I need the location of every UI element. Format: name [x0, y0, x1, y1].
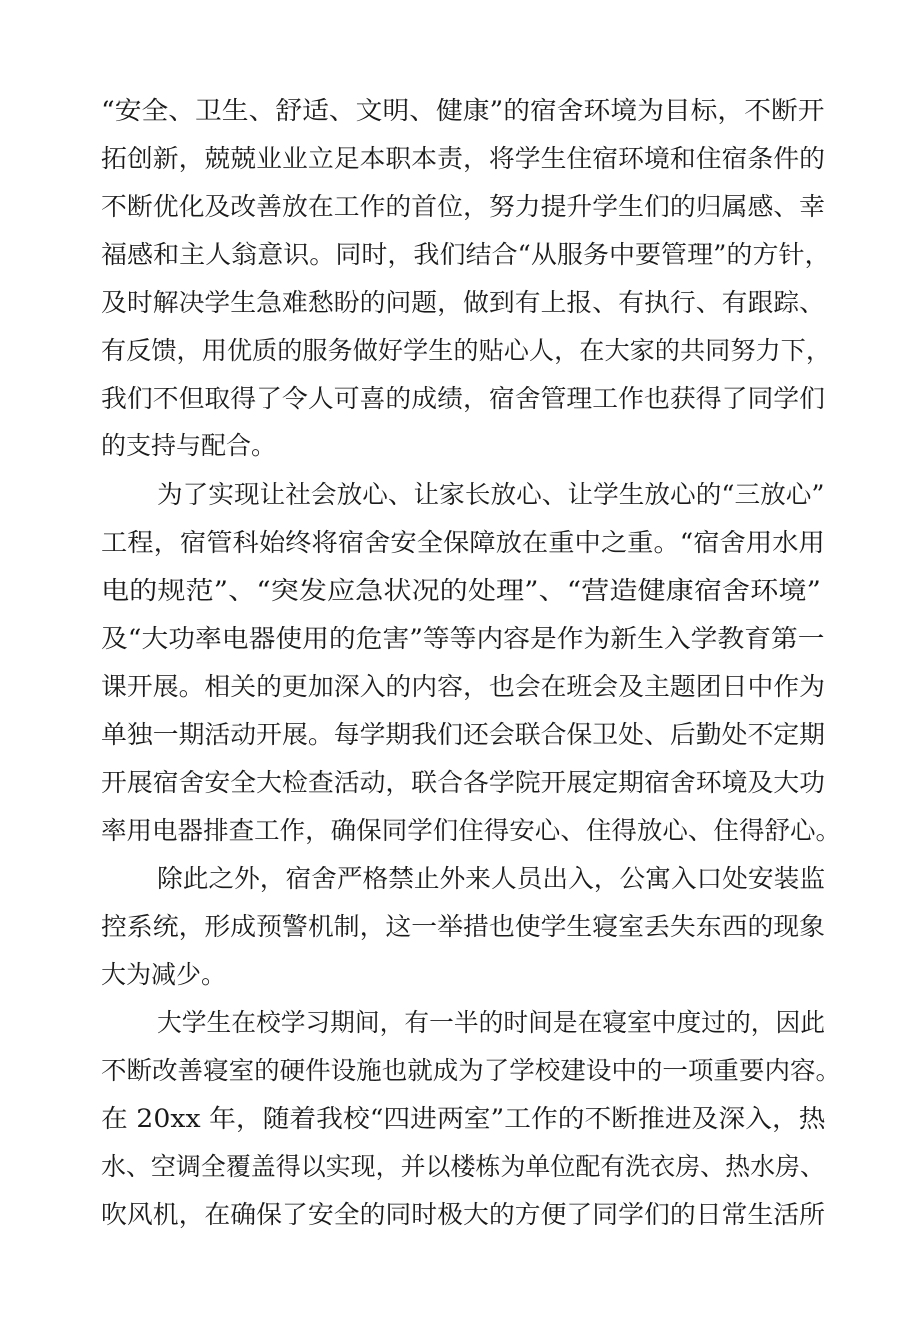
- text-line: 率用电器排查工作，确保同学们住得安心、住得放心、住得舒心。: [101, 816, 842, 845]
- text-line: 除此之外，宿舍严格禁止外来人员出入，公寓入口处安装监: [157, 864, 826, 893]
- text-line: 的支持与配合。: [101, 431, 277, 460]
- text-line: 及“大功率电器使用的危害”等等内容是作为新生入学教育第一: [101, 624, 825, 653]
- text-line: 工程，宿管科始终将宿舍安全保障放在重中之重。“宿舍用水用: [101, 528, 825, 557]
- text-line: 大为减少。: [101, 960, 227, 989]
- text-line: 课开展。相关的更加深入的内容，也会在班会及主题团日中作为: [101, 672, 826, 701]
- text-line: 拓创新，兢兢业业立足本职本责，将学生住宿环境和住宿条件的: [101, 144, 826, 173]
- text-line: 水、空调全覆盖得以实现，并以楼栋为单位配有洗衣房、热水房、: [101, 1152, 826, 1181]
- text-line: 大学生在校学习期间，有一半的时间是在寝室中度过的，因此: [157, 1008, 825, 1037]
- text-line: 不断优化及改善放在工作的首位，努力提升学生们的归属感、幸: [101, 192, 826, 221]
- text-line: 电的规范”、“突发应急状况的处理”、“营造健康宿舍环境”: [101, 576, 821, 605]
- text-line: 在 20xx 年，随着我校“四进两室”工作的不断推进及深入，热: [101, 1104, 826, 1133]
- text-line: 为了实现让社会放心、让家长放心、让学生放心的“三放心”: [157, 480, 825, 509]
- text-line: “安全、卫生、舒适、文明、健康”的宿舍环境为目标，不断开: [101, 96, 825, 125]
- text-line: 吹风机，在确保了安全的同时极大的方便了同学们的日常生活所: [101, 1200, 826, 1229]
- text-line: 开展宿舍安全大检查活动，联合各学院开展定期宿舍环境及大功: [101, 768, 826, 797]
- text-line: 有反馈，用优质的服务做好学生的贴心人，在大家的共同努力下，: [101, 336, 832, 365]
- text-line: 不断改善寝室的硬件设施也就成为了学校建设中的一项重要内容。: [101, 1056, 842, 1085]
- text-line: 及时解决学生急难愁盼的问题，做到有上报、有执行、有跟踪、: [101, 288, 826, 317]
- text-line: 单独一期活动开展。每学期我们还会联合保卫处、后勤处不定期: [101, 720, 826, 749]
- text-line: 我们不但取得了令人可喜的成绩，宿舍管理工作也获得了同学们: [101, 384, 826, 413]
- text-line: 控系统，形成预警机制，这一举措也使学生寝室丢失东西的现象: [101, 912, 826, 941]
- text-line: 福感和主人翁意识。同时，我们结合“从服务中要管理”的方针，: [101, 240, 831, 269]
